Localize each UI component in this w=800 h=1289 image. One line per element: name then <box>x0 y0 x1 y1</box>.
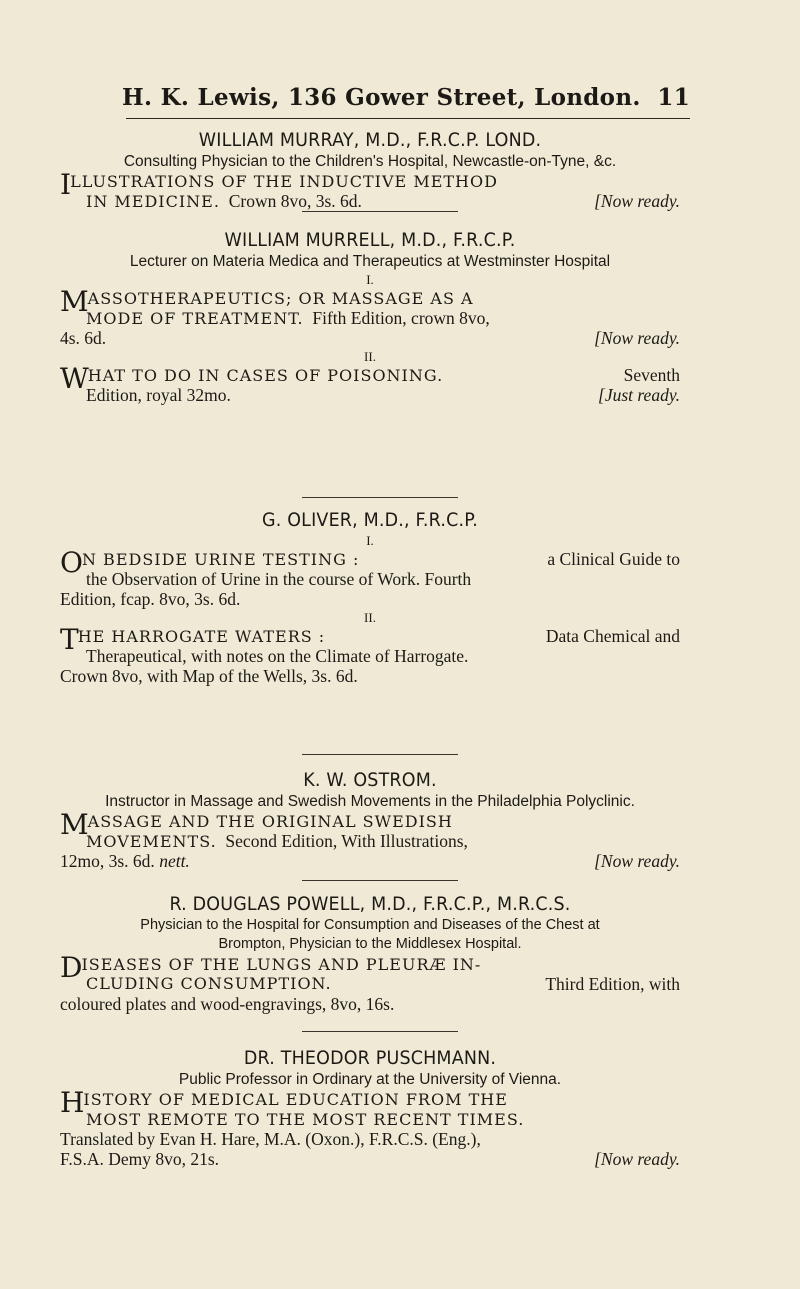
book-details: Crown 8vo, 3s. 6d. <box>228 191 362 211</box>
book-entry <box>60 808 680 871</box>
book-details: a Clinical Guide to <box>547 549 680 569</box>
author-affiliation: Instructor in Massage and Swedish Movements in the Philadelphia Polyclinic. <box>105 793 635 810</box>
book-title: ASSOTHERAPEUTICS; OR MASSAGE AS A <box>87 289 474 308</box>
author-name: G. OLIVER, M.D., F.R.C.P. <box>262 509 478 531</box>
author-affiliation: Consulting Physician to the Children's Hospital, Newcastle-on-Tyne, &c. <box>123 153 617 170</box>
author-affiliation: Physician to the Hospital for Consumption and Diseases of the Chest at <box>140 917 600 933</box>
book-status: [Just ready. <box>598 385 680 405</box>
author-name: R. DOUGLAS POWELL, M.D., F.R.C.P., M.R.C.S. <box>169 893 571 915</box>
drop-initial: I <box>60 168 72 201</box>
book-details: Fifth Edition, crown 8vo, <box>312 308 490 328</box>
book-title-cont: MOVEMENTS. <box>86 832 217 851</box>
book-title: ISTORY OF MEDICAL EDUCATION FROM THE <box>83 1090 508 1109</box>
book-price: F.S.A. Demy 8vo, 21s. <box>60 1149 220 1169</box>
drop-initial: M <box>60 808 89 841</box>
book-entry <box>60 168 680 211</box>
section-divider <box>302 211 458 212</box>
drop-initial: D <box>60 951 83 984</box>
book-price: 12mo, 3s. 6d. <box>60 851 155 871</box>
section-divider <box>302 754 458 755</box>
book-entry <box>60 285 680 348</box>
section-oliver <box>60 508 680 686</box>
drop-initial: H <box>60 1086 85 1119</box>
book-entry <box>60 951 680 1014</box>
book-details-cont: the Observation of Urine in the course of Work. Fourth <box>86 569 472 589</box>
book-price: coloured plates and wood-engravings, 8vo, 16s. <box>60 994 395 1014</box>
book-price: 4s. 6d. <box>60 328 107 348</box>
drop-initial: W <box>60 362 89 395</box>
entry-numeral: I. <box>366 533 374 548</box>
book-entry <box>60 362 680 405</box>
book-details: Data Chemical and <box>545 626 680 646</box>
author-affiliation: Public Professor in Ordinary at the University of Vienna. <box>178 1071 562 1088</box>
book-price: Crown 8vo, with Map of the Wells, 3s. 6d. <box>60 666 358 686</box>
price-note: nett. <box>159 851 190 871</box>
entry-numeral: II. <box>364 610 376 625</box>
book-title: ASSAGE AND THE ORIGINAL SWEDISH <box>87 812 453 831</box>
book-details: Second Edition, With Illustrations, <box>225 831 468 851</box>
running-header <box>90 84 690 116</box>
section-puschmann <box>60 1046 680 1169</box>
book-details-cont: Edition, royal 32mo. <box>86 385 231 405</box>
drop-initial: T <box>60 623 79 656</box>
book-translator: Translated by Evan H. Hare, M.A. (Oxon.), F.R.C.S. (Eng.), <box>60 1129 481 1149</box>
book-title-cont: MOST REMOTE TO THE MOST RECENT TIMES. <box>86 1110 525 1129</box>
book-price: Edition, fcap. 8vo, 3s. 6d. <box>60 589 241 609</box>
book-title-cont: IN MEDICINE. <box>86 192 220 211</box>
book-title-cont: MODE OF TREATMENT. <box>86 309 304 328</box>
book-status: [Now ready. <box>594 1149 680 1169</box>
section-divider <box>302 1031 458 1032</box>
book-title: HAT TO DO IN CASES OF POISONING. <box>87 366 444 385</box>
book-entry <box>60 546 680 609</box>
author-name: K. W. OSTROM. <box>303 769 437 791</box>
book-title: N BEDSIDE URINE TESTING : <box>81 550 360 569</box>
section-murrell <box>60 228 680 405</box>
book-status: [Now ready. <box>594 328 680 348</box>
section-ostrom <box>60 768 680 871</box>
section-divider <box>302 497 458 498</box>
author-affiliation: Lecturer on Materia Medica and Therapeutics at Westminster Hospital <box>129 253 611 270</box>
author-affiliation-cont: Brompton, Physician to the Middlesex Hospital. <box>218 936 522 952</box>
book-title: ISEASES OF THE LUNGS AND PLEURÆ IN- <box>81 955 482 974</box>
entry-numeral: I. <box>366 272 374 287</box>
book-details: Seventh <box>623 365 680 385</box>
drop-initial: O <box>60 546 83 579</box>
book-title: HE HARROGATE WATERS : <box>77 627 326 646</box>
section-murray <box>60 128 680 211</box>
author-name: DR. THEODOR PUSCHMANN. <box>243 1047 497 1069</box>
book-entry <box>60 1086 680 1169</box>
book-title: LLUSTRATIONS OF THE INDUCTIVE METHOD <box>70 172 498 191</box>
author-name: WILLIAM MURRELL, M.D., F.R.C.P. <box>224 229 516 251</box>
drop-initial: M <box>60 285 89 318</box>
header-rule <box>126 118 690 119</box>
book-status: [Now ready. <box>594 851 680 871</box>
page-number: 11 <box>657 84 690 111</box>
header-title: H. K. Lewis, 136 Gower Street, London. <box>122 84 641 111</box>
book-entry <box>60 623 680 686</box>
book-title-cont: CLUDING CONSUMPTION. <box>86 974 332 993</box>
book-details-cont: Therapeutical, with notes on the Climate of Harrogate. <box>86 646 469 666</box>
section-divider <box>302 880 458 881</box>
book-status: [Now ready. <box>594 191 680 211</box>
book-details: Third Edition, with <box>545 974 680 994</box>
entry-numeral: II. <box>364 349 376 364</box>
section-powell <box>60 892 680 1014</box>
author-name: WILLIAM MURRAY, M.D., F.R.C.P. LOND. <box>198 129 542 151</box>
